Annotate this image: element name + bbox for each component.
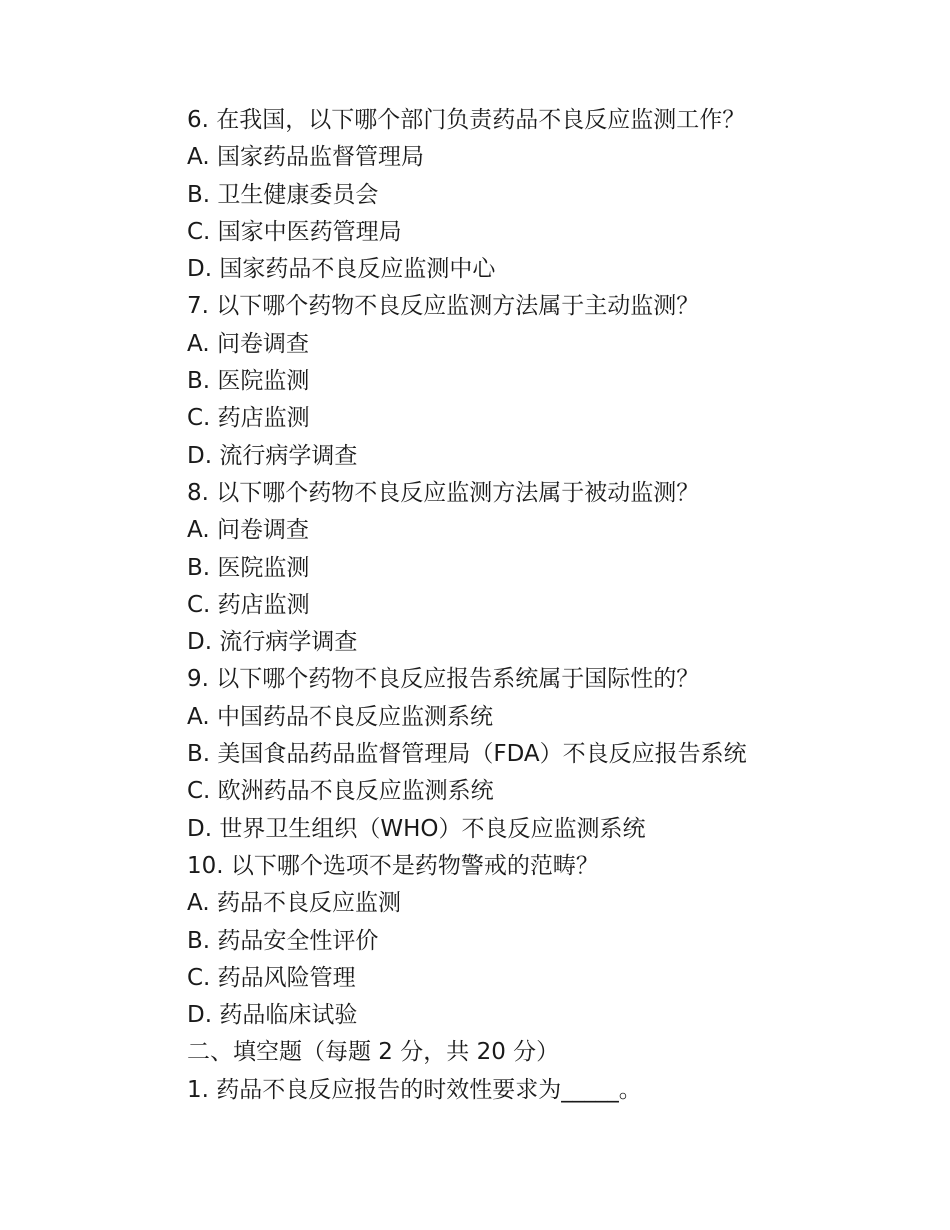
option-9c: C. 欧洲药品不良反应监测系统 [187, 778, 494, 805]
question-list [187, 102, 907, 1109]
option-8b: B. 医院监测 [187, 554, 310, 581]
option-10a: A. 药品不良反应监测 [187, 890, 401, 917]
option-7a: A. 问卷调查 [187, 330, 309, 357]
option-10c: C. 药品风险管理 [187, 964, 356, 991]
option-10b: B. 药品安全性评价 [187, 927, 379, 954]
option-9b: B. 美国食品药品监督管理局（FDA）不良反应报告系统 [187, 741, 747, 768]
option-6b: B. 卫生健康委员会 [187, 181, 379, 208]
fill-in-question-1: 1. 药品不良反应报告的时效性要求为_____。 [187, 1076, 642, 1103]
option-6c: C. 国家中医药管理局 [187, 218, 402, 245]
option-7b: B. 医院监测 [187, 368, 310, 395]
question-8: 8. 以下哪个药物不良反应监测方法属于被动监测？ [187, 479, 700, 506]
section-heading: 二、填空题（每题 2 分，共 20 分） [187, 1039, 560, 1066]
option-7c: C. 药店监测 [187, 405, 310, 432]
question-9: 9. 以下哪个药物不良反应报告系统属于国际性的？ [187, 666, 700, 693]
question-7: 7. 以下哪个药物不良反应监测方法属于主动监测？ [187, 293, 700, 320]
option-8d: D. 流行病学调查 [187, 629, 358, 656]
option-8a: A. 问卷调查 [187, 517, 309, 544]
question-10: 10. 以下哪个选项不是药物警戒的范畴？ [187, 852, 599, 879]
option-9a: A. 中国药品不良反应监测系统 [187, 703, 493, 730]
option-7d: D. 流行病学调查 [187, 442, 358, 469]
question-6: 6. 在我国，以下哪个部门负责药品不良反应监测工作？ [187, 107, 746, 133]
option-10d: D. 药品临床试验 [187, 1002, 358, 1029]
option-6d: D. 国家药品不良反应监测中心 [187, 256, 496, 283]
option-6a: A. 国家药品监督管理局 [187, 144, 424, 171]
option-8c: C. 药店监测 [187, 591, 310, 618]
option-9d: D. 世界卫生组织（WHO）不良反应监测系统 [187, 815, 646, 842]
